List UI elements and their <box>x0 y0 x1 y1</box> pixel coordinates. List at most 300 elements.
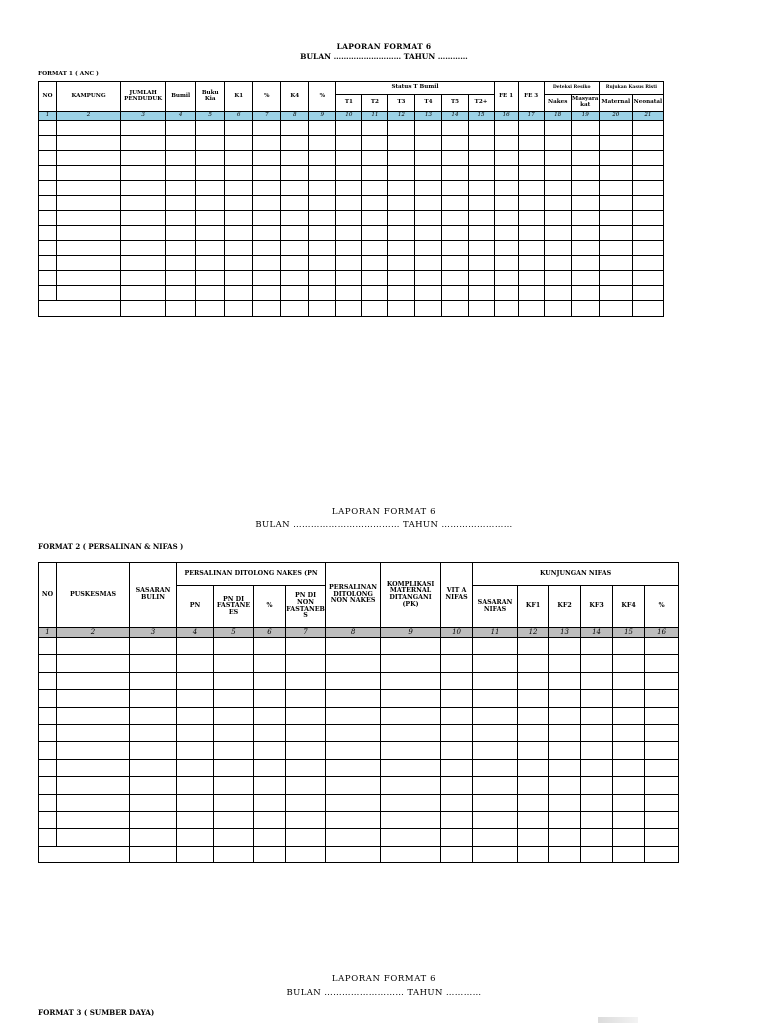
table-cell <box>518 690 549 707</box>
table-cell <box>281 301 309 317</box>
table-row <box>39 707 679 724</box>
col-num: 11 <box>473 628 518 638</box>
table-cell <box>415 241 442 256</box>
table-cell <box>281 181 309 196</box>
table-cell <box>225 166 253 181</box>
table-cell <box>518 794 549 811</box>
table-cell <box>121 286 166 301</box>
table-cell <box>254 811 286 828</box>
table-cell <box>130 811 177 828</box>
table-cell <box>309 211 336 226</box>
table-cell <box>57 829 130 846</box>
table-cell <box>281 241 309 256</box>
table-cell <box>415 151 442 166</box>
col-num: 4 <box>166 112 196 121</box>
table-cell <box>544 166 571 181</box>
col-num: 21 <box>632 112 663 121</box>
table-cell <box>518 724 549 741</box>
table-cell <box>599 196 632 211</box>
table-cell <box>381 846 441 862</box>
th-k4: K4 <box>281 82 309 112</box>
table-cell <box>196 166 225 181</box>
th-t4: T4 <box>415 95 442 112</box>
table-cell <box>632 196 663 211</box>
table-cell <box>196 241 225 256</box>
table-cell <box>281 121 309 136</box>
table-cell <box>415 181 442 196</box>
table-cell <box>326 742 381 759</box>
table-total-row <box>39 301 664 317</box>
table-cell <box>309 301 336 317</box>
table-cell <box>214 829 254 846</box>
table-cell <box>544 271 571 286</box>
table-cell <box>388 211 415 226</box>
table-cell <box>281 256 309 271</box>
table-cell <box>549 690 581 707</box>
col-num: 1 <box>39 628 57 638</box>
table-cell <box>415 136 442 151</box>
table-cell <box>57 286 121 301</box>
table-cell <box>57 166 121 181</box>
table-cell <box>166 196 196 211</box>
section2-format-label: FORMAT 2 ( PERSALINAN & NIFAS ) <box>38 542 184 551</box>
table-cell <box>57 136 121 151</box>
table-row <box>39 181 664 196</box>
table-cell <box>441 707 473 724</box>
table-cell <box>442 181 468 196</box>
th-nakes: Nakes <box>544 95 571 112</box>
table-cell <box>581 759 613 776</box>
th-vit-a-nifas: VIT A NIFAS <box>441 563 473 628</box>
table-cell <box>309 271 336 286</box>
table-cell <box>39 196 57 211</box>
table-cell <box>286 846 326 862</box>
table-cell <box>39 271 57 286</box>
table-cell <box>326 638 381 655</box>
table-cell <box>253 271 281 286</box>
table-cell <box>196 181 225 196</box>
table-cell <box>253 196 281 211</box>
table-cell <box>286 829 326 846</box>
table-cell <box>599 271 632 286</box>
table-cell <box>121 226 166 241</box>
anc-table <box>38 81 664 317</box>
scan-smudge <box>598 1017 638 1023</box>
table-cell <box>253 286 281 301</box>
col-num: 6 <box>254 628 286 638</box>
table-row <box>39 724 679 741</box>
table-cell <box>468 271 494 286</box>
table-cell <box>645 724 679 741</box>
table-cell <box>468 196 494 211</box>
col-num: 17 <box>518 112 544 121</box>
table-cell <box>309 136 336 151</box>
table-cell <box>473 846 518 862</box>
table-cell <box>468 301 494 317</box>
table-cell <box>166 211 196 226</box>
table-cell <box>196 271 225 286</box>
table-cell <box>309 256 336 271</box>
table-cell <box>253 241 281 256</box>
table-cell <box>39 846 130 862</box>
table-cell <box>571 286 599 301</box>
table-cell <box>632 136 663 151</box>
table-cell <box>571 166 599 181</box>
table-cell <box>645 829 679 846</box>
table-cell <box>518 707 549 724</box>
table-cell <box>494 166 518 181</box>
section1-subtitle: BULAN ……………………… TAHUN ………… <box>300 52 468 61</box>
table-row <box>39 121 664 136</box>
table-cell <box>415 286 442 301</box>
table-cell <box>544 151 571 166</box>
table-cell <box>518 655 549 672</box>
table-cell <box>544 241 571 256</box>
table-cell <box>518 742 549 759</box>
table-cell <box>214 672 254 689</box>
table-cell <box>362 256 388 271</box>
table-cell <box>196 121 225 136</box>
table-cell <box>225 271 253 286</box>
table-cell <box>441 655 473 672</box>
table-cell <box>39 136 57 151</box>
table-cell <box>494 211 518 226</box>
col-num: 14 <box>581 628 613 638</box>
col-num: 19 <box>571 112 599 121</box>
table-row <box>39 226 664 241</box>
th-kampung: KAMPUNG <box>57 82 121 112</box>
table-cell <box>121 121 166 136</box>
table-cell <box>166 121 196 136</box>
table-cell <box>336 271 362 286</box>
th-t3: T3 <box>388 95 415 112</box>
table-cell <box>571 301 599 317</box>
table-cell <box>571 271 599 286</box>
table-cell <box>441 846 473 862</box>
table-cell <box>281 196 309 211</box>
table-cell <box>254 690 286 707</box>
table-cell <box>57 655 130 672</box>
table-cell <box>177 638 214 655</box>
th-sasaran-nifas: SASARAN NIFAS <box>473 586 518 628</box>
table-row <box>39 256 664 271</box>
table-cell <box>494 151 518 166</box>
table-cell <box>130 690 177 707</box>
table-cell <box>214 777 254 794</box>
table-cell <box>39 794 57 811</box>
table-cell <box>281 211 309 226</box>
table-cell <box>518 166 544 181</box>
table-cell <box>415 196 442 211</box>
table-cell <box>225 181 253 196</box>
th-kf4: KF4 <box>613 586 645 628</box>
table-cell <box>388 301 415 317</box>
table-cell <box>442 211 468 226</box>
table-cell <box>613 811 645 828</box>
table-cell <box>57 226 121 241</box>
table-cell <box>214 690 254 707</box>
table-cell <box>549 759 581 776</box>
table-cell <box>196 256 225 271</box>
table-cell <box>286 742 326 759</box>
table-cell <box>415 226 442 241</box>
table-cell <box>613 707 645 724</box>
col-num: 9 <box>381 628 441 638</box>
table-cell <box>177 655 214 672</box>
table-cell <box>326 672 381 689</box>
table-cell <box>286 811 326 828</box>
table-cell <box>473 655 518 672</box>
table-cell <box>613 655 645 672</box>
table-cell <box>362 196 388 211</box>
table-cell <box>121 151 166 166</box>
table-cell <box>130 638 177 655</box>
table-cell <box>39 226 57 241</box>
table-row <box>39 829 679 846</box>
col-num: 1 <box>39 112 57 121</box>
table-cell <box>177 707 214 724</box>
col-num: 2 <box>57 112 121 121</box>
table-cell <box>166 136 196 151</box>
table-cell <box>225 211 253 226</box>
table-cell <box>39 724 57 741</box>
table-cell <box>177 690 214 707</box>
col-num: 3 <box>130 628 177 638</box>
table-cell <box>214 638 254 655</box>
table-cell <box>281 166 309 181</box>
table-cell <box>442 136 468 151</box>
table-cell <box>381 811 441 828</box>
table-cell <box>281 271 309 286</box>
table-cell <box>571 196 599 211</box>
table-cell <box>441 742 473 759</box>
table-cell <box>362 286 388 301</box>
table-cell <box>518 181 544 196</box>
col-num: 20 <box>599 112 632 121</box>
table-cell <box>518 136 544 151</box>
th-pn: PN <box>177 586 214 628</box>
table-cell <box>57 742 130 759</box>
table-cell <box>362 181 388 196</box>
table-cell <box>442 166 468 181</box>
table-cell <box>196 226 225 241</box>
table-cell <box>632 211 663 226</box>
table-cell <box>571 211 599 226</box>
table-cell <box>571 181 599 196</box>
persalinan-nifas-table-body <box>39 638 679 863</box>
table-cell <box>473 638 518 655</box>
col-num: 7 <box>253 112 281 121</box>
table-cell <box>214 811 254 828</box>
table-cell <box>549 707 581 724</box>
table-cell <box>225 136 253 151</box>
col-num: 16 <box>645 628 679 638</box>
table-cell <box>196 196 225 211</box>
table-cell <box>388 286 415 301</box>
table-cell <box>130 829 177 846</box>
th-pct-k4: % <box>309 82 336 112</box>
table-cell <box>225 121 253 136</box>
table-row <box>39 672 679 689</box>
table-cell <box>388 181 415 196</box>
table-cell <box>613 742 645 759</box>
table-cell <box>39 301 121 317</box>
table-cell <box>166 301 196 317</box>
table-cell <box>57 256 121 271</box>
table-cell <box>286 707 326 724</box>
table-cell <box>309 286 336 301</box>
table-cell <box>39 690 57 707</box>
table-cell <box>544 301 571 317</box>
table-cell <box>177 811 214 828</box>
table-cell <box>442 271 468 286</box>
table-cell <box>442 256 468 271</box>
table-cell <box>388 271 415 286</box>
table-cell <box>166 286 196 301</box>
table-cell <box>362 121 388 136</box>
table-cell <box>518 286 544 301</box>
table-cell <box>121 301 166 317</box>
table-cell <box>442 151 468 166</box>
table-cell <box>39 256 57 271</box>
table-cell <box>121 271 166 286</box>
table-cell <box>254 638 286 655</box>
table-cell <box>39 655 57 672</box>
table-cell <box>518 638 549 655</box>
table-cell <box>571 121 599 136</box>
th-kf1: KF1 <box>518 586 549 628</box>
th-kf2: KF2 <box>549 586 581 628</box>
table-cell <box>57 777 130 794</box>
th-pct-k1: % <box>253 82 281 112</box>
table-cell <box>494 121 518 136</box>
table-cell <box>645 794 679 811</box>
col-num: 11 <box>362 112 388 121</box>
table-cell <box>57 121 121 136</box>
th-komplikasi-maternal: KOMPLIKASI MATERNAL DITANGANI (PK) <box>381 563 441 628</box>
table-cell <box>326 811 381 828</box>
table-cell <box>388 121 415 136</box>
table-cell <box>473 724 518 741</box>
table-row <box>39 166 664 181</box>
table-cell <box>549 672 581 689</box>
table-cell <box>381 759 441 776</box>
table-cell <box>599 301 632 317</box>
table-cell <box>632 256 663 271</box>
table-cell <box>130 724 177 741</box>
table-cell <box>613 777 645 794</box>
th-pct2: % <box>645 586 679 628</box>
table-cell <box>39 151 57 166</box>
table-cell <box>581 690 613 707</box>
table-row <box>39 690 679 707</box>
table-cell <box>442 241 468 256</box>
table-cell <box>130 777 177 794</box>
table-cell <box>549 655 581 672</box>
table-cell <box>336 211 362 226</box>
table-cell <box>518 241 544 256</box>
table-cell <box>39 672 57 689</box>
th-status-t-bumil: Status T Bumil <box>336 82 494 95</box>
table-cell <box>177 759 214 776</box>
table-cell <box>549 724 581 741</box>
table-cell <box>121 211 166 226</box>
table-cell <box>544 121 571 136</box>
th-deteksi-resiko: Deteksi Resiko <box>544 82 599 95</box>
th-t5: T5 <box>442 95 468 112</box>
table-cell <box>336 226 362 241</box>
table-cell <box>336 196 362 211</box>
table-cell <box>645 777 679 794</box>
table-cell <box>645 690 679 707</box>
table-cell <box>39 811 57 828</box>
table-cell <box>599 121 632 136</box>
table-cell <box>166 151 196 166</box>
table-cell <box>581 742 613 759</box>
table-cell <box>632 151 663 166</box>
table-cell <box>468 286 494 301</box>
table-cell <box>442 121 468 136</box>
table-cell <box>581 777 613 794</box>
table-cell <box>468 211 494 226</box>
table-cell <box>518 777 549 794</box>
table-cell <box>362 136 388 151</box>
table-cell <box>121 181 166 196</box>
table-cell <box>388 256 415 271</box>
table-cell <box>286 724 326 741</box>
table-cell <box>309 241 336 256</box>
th-no: NO <box>39 563 57 628</box>
table-row <box>39 655 679 672</box>
table-cell <box>326 724 381 741</box>
table-cell <box>415 301 442 317</box>
col-num: 5 <box>214 628 254 638</box>
table-row <box>39 777 679 794</box>
column-number-row <box>39 112 664 121</box>
table-cell <box>518 759 549 776</box>
table-cell <box>57 794 130 811</box>
th-jumlah-penduduk: JUMLAH PENDUDUK <box>121 82 166 112</box>
table-cell <box>39 829 57 846</box>
table-cell <box>613 759 645 776</box>
table-cell <box>468 241 494 256</box>
table-cell <box>599 151 632 166</box>
table-cell <box>632 241 663 256</box>
table-cell <box>468 181 494 196</box>
table-cell <box>468 136 494 151</box>
table-row <box>39 794 679 811</box>
th-t2plus: T2+ <box>468 95 494 112</box>
th-k1: K1 <box>225 82 253 112</box>
table-cell <box>166 241 196 256</box>
table-cell <box>494 136 518 151</box>
col-num: 3 <box>121 112 166 121</box>
table-cell <box>599 181 632 196</box>
col-num: 2 <box>57 628 130 638</box>
table-cell <box>381 707 441 724</box>
col-num: 13 <box>415 112 442 121</box>
col-num: 12 <box>388 112 415 121</box>
table-cell <box>362 241 388 256</box>
table-cell <box>57 181 121 196</box>
table-cell <box>177 794 214 811</box>
table-row <box>39 241 664 256</box>
table-cell <box>336 151 362 166</box>
table-cell <box>494 241 518 256</box>
table-cell <box>225 286 253 301</box>
table-cell <box>362 151 388 166</box>
table-cell <box>613 794 645 811</box>
